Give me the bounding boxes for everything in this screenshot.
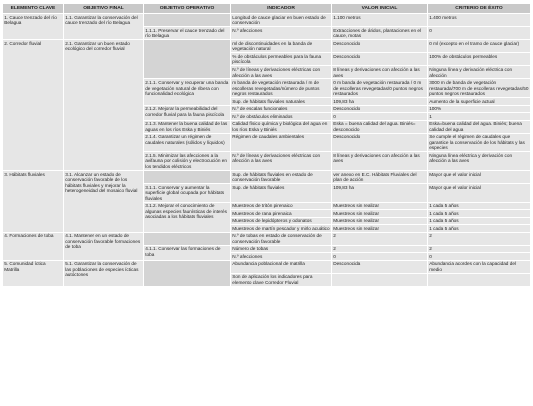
header-objetivo-operativo: OBJETIVO OPERATIVO — [144, 4, 231, 14]
table-row — [3, 40, 531, 53]
indicador-cell: Sup. de hábitats fluviales — [231, 184, 332, 203]
objetivo-operativo-cell — [144, 232, 231, 245]
valor-inicial-cell: Muestreos sin realizar — [332, 217, 428, 224]
criterio-exito-cell: Abundancia acordes con la capacidad del medio — [428, 260, 531, 273]
objectives-table — [2, 3, 531, 287]
indicador-cell: Longitud de cauce glaciar en buen estado de conservación — [231, 14, 332, 27]
objetivo-operativo-cell: 2.1.4. Garantizar un régimen de caudales naturales (sólidos y líquidos) — [144, 133, 231, 152]
indicador-cell: Calidad físico química y biológica del agua en los ríos Eska y Biniés — [231, 120, 332, 133]
objetivo-operativo-cell — [144, 14, 231, 27]
valor-inicial-cell: Muestreos sin realizar — [332, 210, 428, 217]
table-row — [3, 170, 531, 183]
criterio-exito-cell: 1 cada 5 años — [428, 202, 531, 209]
criterio-exito-cell: Eska=buena calidad del agua. Biniés; buena calidad del agua — [428, 120, 531, 133]
criterio-exito-cell: Mayor que el valor inicial — [428, 184, 531, 203]
objetivo-operativo-cell: 2.1.2. Mejorar la permeabilidad del corredor fluvial para la fauna piscícola — [144, 105, 231, 120]
objetivo-operativo-cell — [144, 40, 231, 79]
indicador-cell: Abundancia poblacional de matrilla — [231, 260, 332, 273]
objetivo-operativo-cell: 4.1.1. Conservar las formaciones de toba — [144, 245, 231, 260]
criterio-exito-cell: Ninguna línea y derivación eléctrica con afección — [428, 66, 531, 79]
valor-inicial-cell: Desconocido — [332, 40, 428, 53]
objetivo-operativo-cell — [144, 170, 231, 183]
valor-inicial-cell: 109,83 ha — [332, 98, 428, 105]
valor-inicial-cell: 2 — [332, 232, 428, 245]
valor-inicial-cell: Desconocido — [332, 133, 428, 152]
valor-inicial-cell: 8 líneas y derivaciones con afección a las aves — [332, 66, 428, 79]
table-row — [3, 260, 531, 273]
valor-inicial-cell: Desconocido — [332, 105, 428, 112]
header-valor-inicial: VALOR INICIAL — [332, 4, 428, 14]
indicador-cell: Muestreos de tritón pirenaico — [231, 202, 332, 209]
objetivo-operativo-cell: 1.1.1. Preservar el cauce trenzado del río Belagua — [144, 27, 231, 40]
objetivo-operativo-cell — [144, 260, 231, 286]
elemento-clave-cell: 2. Corredor fluvial — [3, 40, 64, 171]
criterio-exito-cell: 2 — [428, 245, 531, 252]
elemento-clave-cell: 3. Hábitats fluviales — [3, 170, 64, 232]
indicador-cell: Sup. de hábitats fluviales en estado de conservación favorable — [231, 170, 332, 183]
criterio-exito-cell: 2 — [428, 232, 531, 245]
criterio-exito-cell: 1 cada 5 años — [428, 225, 531, 232]
valor-inicial-cell: 0 — [332, 113, 428, 120]
objetivo-final-cell: 2.1. Garantizar un buen estado ecológico del corredor fluvial — [64, 40, 144, 171]
criterio-exito-cell: Aumento de la superficie actual — [428, 98, 531, 105]
indicador-cell: Muestreos de martín pescador y mirlo acuático — [232, 225, 330, 231]
indicador-cell: ml de discontinuidades en la banda de vegetación natural — [231, 40, 332, 53]
indicador-cell: Muestreos de rana pirenaica — [231, 210, 332, 217]
objetivo-final-cell: 1.1. Garantizar la conservación del cauce trenzado del río Belagua — [64, 14, 144, 40]
valor-inicial-cell: 0 m banda de vegetación restaurada / 0 m de escolleras revegetadas/0 puntos negros restaurados — [332, 79, 428, 98]
criterio-exito-cell: Mayor que el valor inicial — [428, 170, 531, 183]
valor-inicial-cell: Desconocida — [332, 260, 428, 273]
valor-inicial-cell — [332, 273, 428, 286]
indicador-cell: m banda de vegetación restaurada / m de escolleras revegetadas/número de puntos negros restaurados — [231, 79, 332, 98]
elemento-clave-cell: 5. Comunidad íctica Matrilla — [3, 260, 64, 286]
elemento-clave-cell: 1. Cauce trenzado del río Belagua — [3, 14, 64, 40]
table-row — [3, 14, 531, 27]
indicador-cell: N.º de líneas y derivaciones eléctricas con afección a las aves — [231, 152, 332, 171]
header-elemento-clave: ELEMENTO CLAVE — [3, 4, 64, 14]
valor-inicial-cell: Muestreos sin realizar — [332, 202, 428, 209]
indicador-cell: N.º afecciones — [231, 253, 332, 260]
valor-inicial-cell: 1.100 metros — [332, 14, 428, 27]
objetivo-final-cell: 3.1. Alcanzar un estado de conservación favorable de los hábitats fluviales y mejorar la heterogeneidad del mosaico fluvial — [64, 170, 144, 232]
criterio-exito-cell: 100% de obstáculos permeables — [428, 53, 531, 66]
header-criterio-exito: CRITERIO DE ÉXITO — [428, 4, 531, 14]
header-indicador: INDICADOR — [231, 4, 332, 14]
header-objetivo-final: OBJETIVO FINAL — [64, 4, 144, 14]
objetivo-final-cell: 4.1. Mantener en un estado de conservación favorable formaciones de toba — [64, 232, 144, 260]
criterio-exito-cell: 1 cada 5 años — [428, 217, 531, 224]
objetivo-operativo-cell: 3.1.1. Conservar y aumentar la superficie global ocupada por hábitats fluviales — [144, 184, 231, 203]
valor-inicial-cell: 8 líneas y derivaciones con afección a las aves — [332, 152, 428, 171]
objetivo-operativo-cell: 2.1.5. Minimizar las afecciones a la avifauna por colisión y electrocución en los tendidos eléctricos — [144, 152, 231, 171]
criterio-exito-cell — [428, 273, 531, 286]
indicador-cell: N.º de tobas en estado de conservación de conservación favorable — [231, 232, 332, 245]
criterio-exito-cell: Ninguna línea eléctrica y derivación con afección a las aves — [428, 152, 531, 171]
objetivo-operativo-cell: 3.1.2. Mejorar el conocimiento de algunas especies faunísticas de interés asociadas a los hábitats fluviales — [144, 202, 231, 232]
objetivo-operativo-cell: 2.1.1. Conservar y recuperar una banda de vegetación natural de ribera con funcionalidad ecológica — [144, 79, 231, 105]
criterio-exito-cell: Se cumple el régimen de caudales que garantice la conservación de los hábitats y las especies — [428, 133, 531, 152]
indicador-cell: Sup. de hábitats fluviales naturales — [231, 98, 332, 105]
criterio-exito-cell: 1.400 metros — [428, 14, 531, 27]
indicador-cell: Número de tobas — [231, 245, 332, 252]
criterio-exito-cell: 100% — [428, 105, 531, 112]
indicador-cell: N.º de escalas funcionales — [231, 105, 332, 112]
indicador-cell: N.º de líneas y derivaciones eléctricas con afección a las aves — [231, 66, 332, 79]
indicador-cell: N.º de obstáculos eliminados — [231, 113, 332, 120]
valor-inicial-cell: 2 — [332, 245, 428, 252]
indicador-cell: % de obstáculos permeables para la fauna piscícola — [231, 53, 332, 66]
criterio-exito-cell: 3000 m de banda de vegetación restaurada/700 m de escolleras revegetadas/50 puntos negros restaurados — [428, 79, 531, 98]
criterio-exito-cell: 0 — [428, 27, 531, 40]
criterio-exito-cell: 0 ml (excepto en el tramo de cauce glaciar) — [428, 40, 531, 53]
indicador-cell: N.º afecciones — [231, 27, 332, 40]
valor-inicial-cell: Eska = buena calidad del agua. Biniés= desconocido — [332, 120, 428, 133]
criterio-exito-cell: 1 — [428, 113, 531, 120]
valor-inicial-cell: 0 — [332, 253, 428, 260]
valor-inicial-cell: Muestreos sin realizar — [332, 225, 428, 232]
valor-inicial-cell: 109,83 ha — [332, 184, 428, 203]
objetivo-operativo-cell: 2.1.3. Mantener la buena calidad de las aguas en los ríos Eska y Biniés — [144, 120, 231, 133]
indicador-cell: Régimen de caudales ambientales — [231, 133, 332, 152]
objetivo-final-cell: 5.1. Garantizar la conservación de las poblaciones de especies ícticas autóctones — [64, 260, 144, 286]
criterio-exito-cell: 1 cada 5 años — [428, 210, 531, 217]
valor-inicial-cell: ver anexo en E.C. Hábitats Fluviales del plan de acción — [332, 170, 428, 183]
valor-inicial-cell: Extracciones de áridos, plantaciones en el cauce, motas — [332, 27, 428, 40]
indicador-cell: Son de aplicación los indicadores para elemento clave Corredor Fluvial — [231, 273, 332, 286]
indicador-cell: Muestreos de lepidópteros y odonatos — [231, 217, 332, 224]
table-row — [3, 232, 531, 245]
valor-inicial-cell: Desconocido — [332, 53, 428, 66]
elemento-clave-cell: 4. Formaciones de toba — [3, 232, 64, 260]
criterio-exito-cell: 0 — [428, 253, 531, 260]
header-row — [3, 4, 531, 14]
